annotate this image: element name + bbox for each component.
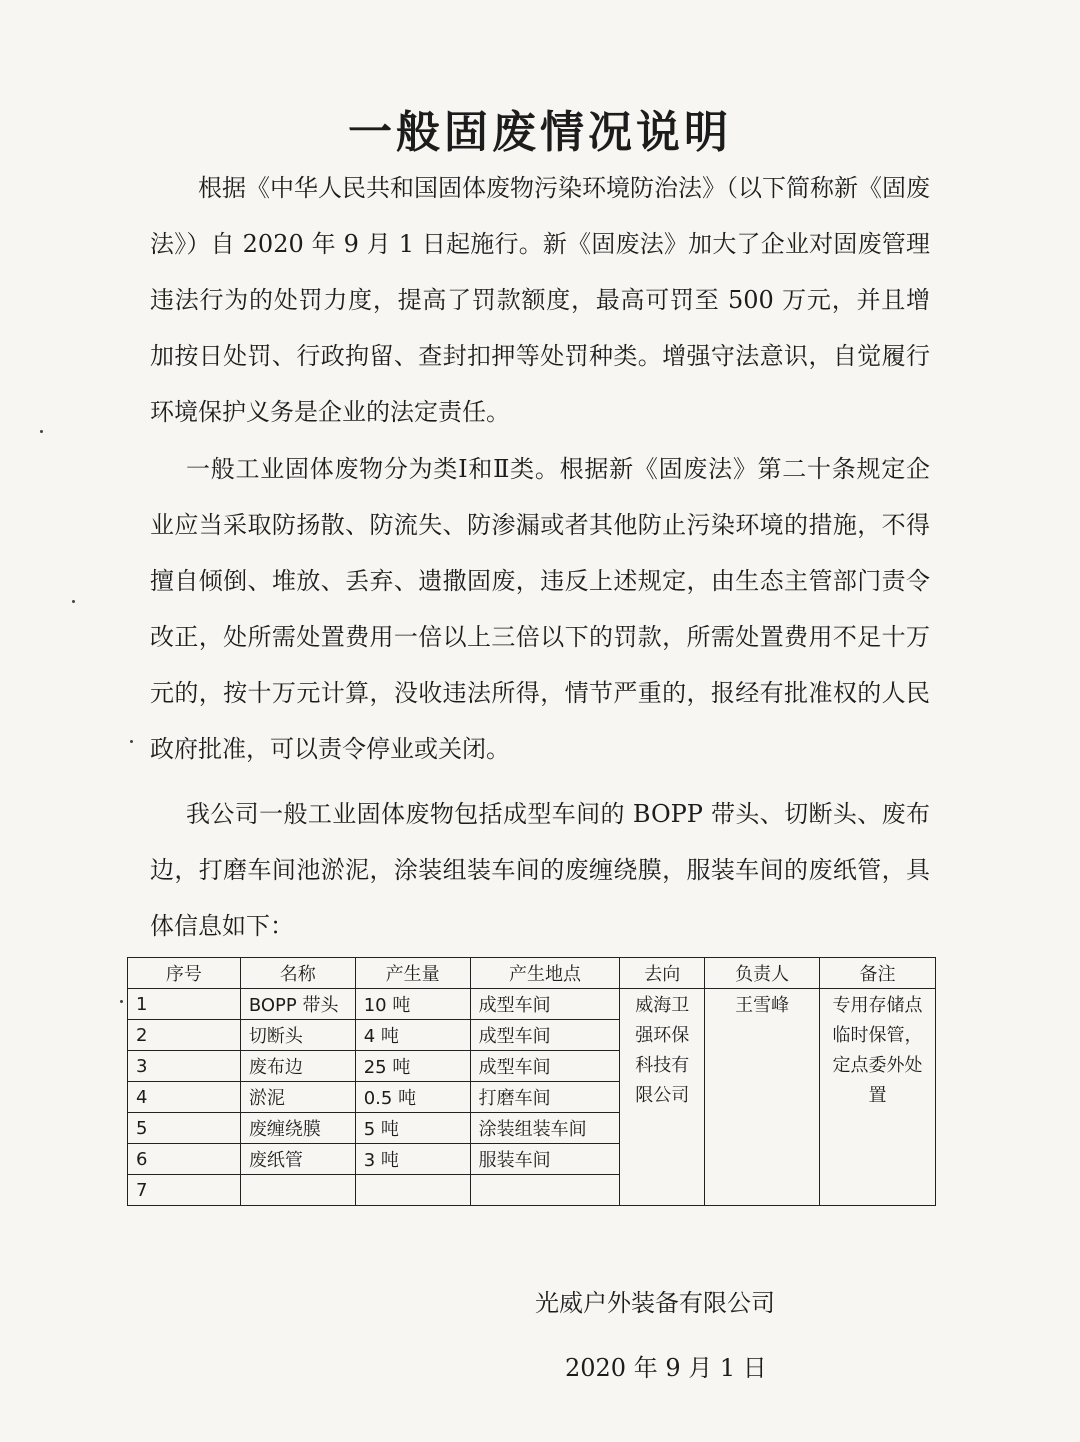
header-quantity: 产生量 (355, 958, 470, 989)
row-location: 成型车间 (470, 989, 620, 1020)
row-quantity: 10 吨 (355, 989, 470, 1020)
row-quantity: 3 吨 (355, 1144, 470, 1175)
row-quantity: 4 吨 (355, 1020, 470, 1051)
row-name: 切断头 (240, 1020, 355, 1051)
row-location (470, 1175, 620, 1206)
header-location: 产生地点 (470, 958, 620, 989)
row-name: BOPP 带头 (240, 989, 355, 1020)
row-name (240, 1175, 355, 1206)
header-destination: 去向 (620, 958, 705, 989)
row-name: 废缠绕膜 (240, 1113, 355, 1144)
paragraph-law-intro: 根据《中华人民共和国固体废物污染环境防治法》（以下简称新《固废法》）自 2020 年 9 月 1 日起施行。新《固废法》加大了企业对固废管理违法行为的处罚力度，提高了罚款额度，最高可罚至 500 万元，并且增加按日处罚、行政拘留、查封扣押等处罚种类。增强守法意识，自觉履行环境保护义务是企业的法定责任。 (150, 174, 930, 426)
destination-cell: 威海卫强环保科技有限公司 (620, 989, 705, 1206)
waste-table (127, 957, 936, 1206)
row-index: 3 (128, 1051, 241, 1082)
scan-speck (72, 600, 75, 603)
header-name: 名称 (240, 958, 355, 989)
scan-speck (120, 1000, 123, 1003)
row-name: 废纸管 (240, 1144, 355, 1175)
company-signature: 光威户外装备有限公司 (535, 1289, 775, 1317)
row-name: 淤泥 (240, 1082, 355, 1113)
header-remarks: 备注 (820, 958, 936, 989)
row-index: 5 (128, 1113, 241, 1144)
row-name: 废布边 (240, 1051, 355, 1082)
responsible-cell: 王雪峰 (705, 989, 820, 1206)
document-title: 一般固废情况说明 (348, 107, 732, 158)
scan-speck (40, 430, 43, 433)
row-quantity: 5 吨 (355, 1113, 470, 1144)
row-location: 涂装组装车间 (470, 1113, 620, 1144)
header-responsible: 负责人 (705, 958, 820, 989)
row-location: 成型车间 (470, 1020, 620, 1051)
row-index: 2 (128, 1020, 241, 1051)
table-header-row (128, 958, 936, 989)
paragraph-company-waste: 我公司一般工业固体废物包括成型车间的 BOPP 带头、切断头、废布边，打磨车间池淤泥，涂装组装车间的废缠绕膜，服装车间的废纸管，具体信息如下： (150, 800, 930, 940)
row-quantity: 25 吨 (355, 1051, 470, 1082)
remarks-cell: 专用存储点临时保管，定点委外处置 (820, 989, 936, 1206)
row-index: 4 (128, 1082, 241, 1113)
scan-speck (130, 740, 133, 743)
row-location: 服装车间 (470, 1144, 620, 1175)
paragraph-waste-classification: 一般工业固体废物分为类Ⅰ和Ⅱ类。根据新《固废法》第二十条规定企业应当采取防扬散、防流失、防渗漏或者其他防止污染环境的措施，不得擅自倾倒、堆放、丢弃、遗撒固废，违反上述规定，由生态主管部门责令改正，处所需处置费用一倍以上三倍以下的罚款，所需处置费用不足十万元的，按十万元计算，没收违法所得，情节严重的，报经有批准权的人民政府批准，可以责令停业或关闭。 (150, 455, 930, 763)
row-quantity: 0.5 吨 (355, 1082, 470, 1113)
row-index: 1 (128, 989, 241, 1020)
row-location: 成型车间 (470, 1051, 620, 1082)
header-index: 序号 (128, 958, 241, 989)
row-index: 6 (128, 1144, 241, 1175)
row-location: 打磨车间 (470, 1082, 620, 1113)
signature-date: 2020 年 9 月 1 日 (565, 1354, 767, 1382)
table-row (128, 989, 936, 1020)
row-index: 7 (128, 1175, 241, 1206)
row-quantity (355, 1175, 470, 1206)
